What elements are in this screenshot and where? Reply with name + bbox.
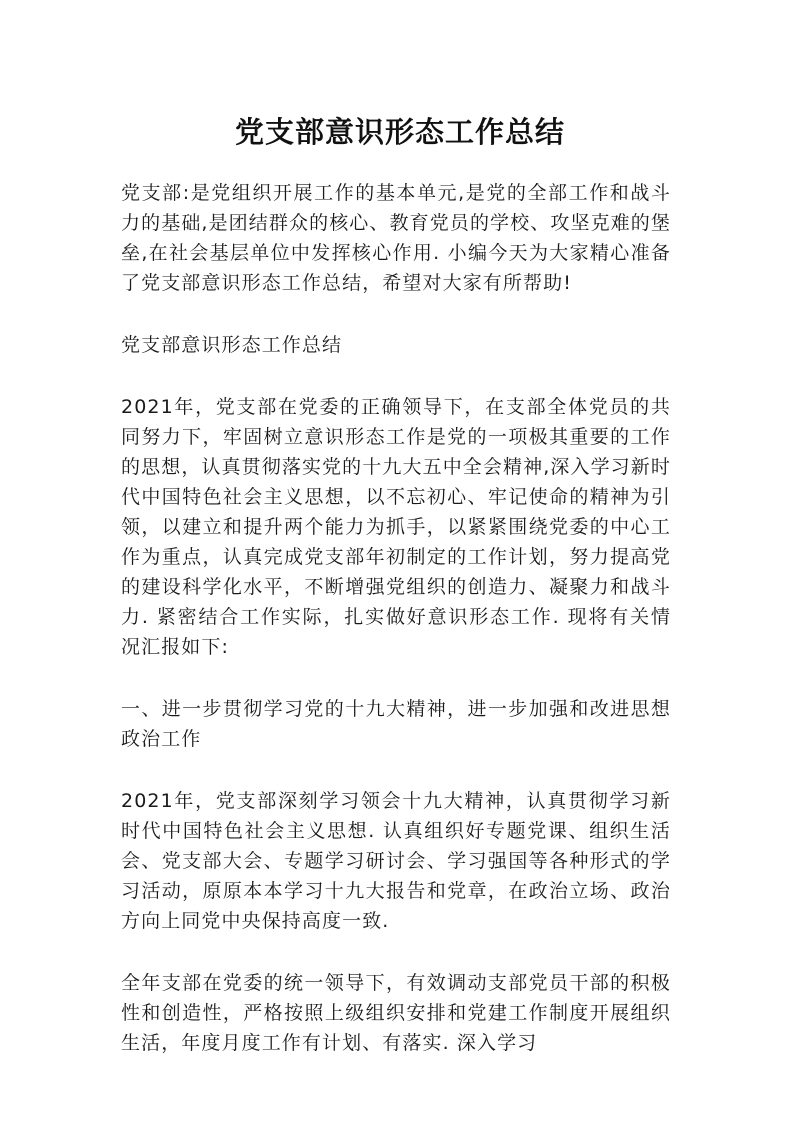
subsection-heading: 一、进一步贯彻学习党的十九大精神，进一步加强和改进思想政治工作	[121, 698, 671, 750]
document-body	[121, 178, 671, 1090]
summary-paragraph: 2021年，党支部在党委的正确领导下，在支部全体党员的共同努力下，牢固树立意识形态工作是党的一项极其重要的工作的思想，认真贯彻落实党的十九大五中全会精神,深入学习新时代中国特色社会主义思想，以不忘初心、牢记使命的精神为引领，以建立和提升两个能力为抓手，以紧紧围绕党委的中心工作为重点，认真完成党支部年初制定的工作计划，努力提高党的建设科学化水平，不断增强党组织的创造力、凝聚力和战斗力. 紧密结合工作实际，扎实做好意识形态工作. 现将有关情况汇报如下:	[121, 396, 671, 658]
organization-paragraph: 全年支部在党委的统一领导下，有效调动支部党员干部的积极性和创造性，严格按照上级组织安排和党建工作制度开展组织生活，年度月度工作有计划、有落实. 深入学习	[121, 972, 671, 1054]
document-title: 党支部意识形态工作总结	[234, 115, 565, 149]
section-heading: 党支部意识形态工作总结	[121, 334, 343, 356]
study-paragraph: 2021年，党支部深刻学习领会十九大精神，认真贯彻学习新时代中国特色社会主义思想. 认真组织好专题党课、组织生活会、党支部大会、专题学习研讨会、学习强国等各种形式的学习活动，原原本本学习十九大报告和党章，在政治立场、政治方向上同党中央保持高度一致.	[121, 790, 671, 932]
intro-paragraph: 党支部:是党组织开展工作的基本单元,是党的全部工作和战斗力的基础,是团结群众的核心、教育党员的学校、攻坚克难的堡垒,在社会基层单位中发挥核心作用. 小编今天为大家精心准备了党支部意识形态工作总结，希望对大家有所帮助!	[121, 182, 671, 294]
